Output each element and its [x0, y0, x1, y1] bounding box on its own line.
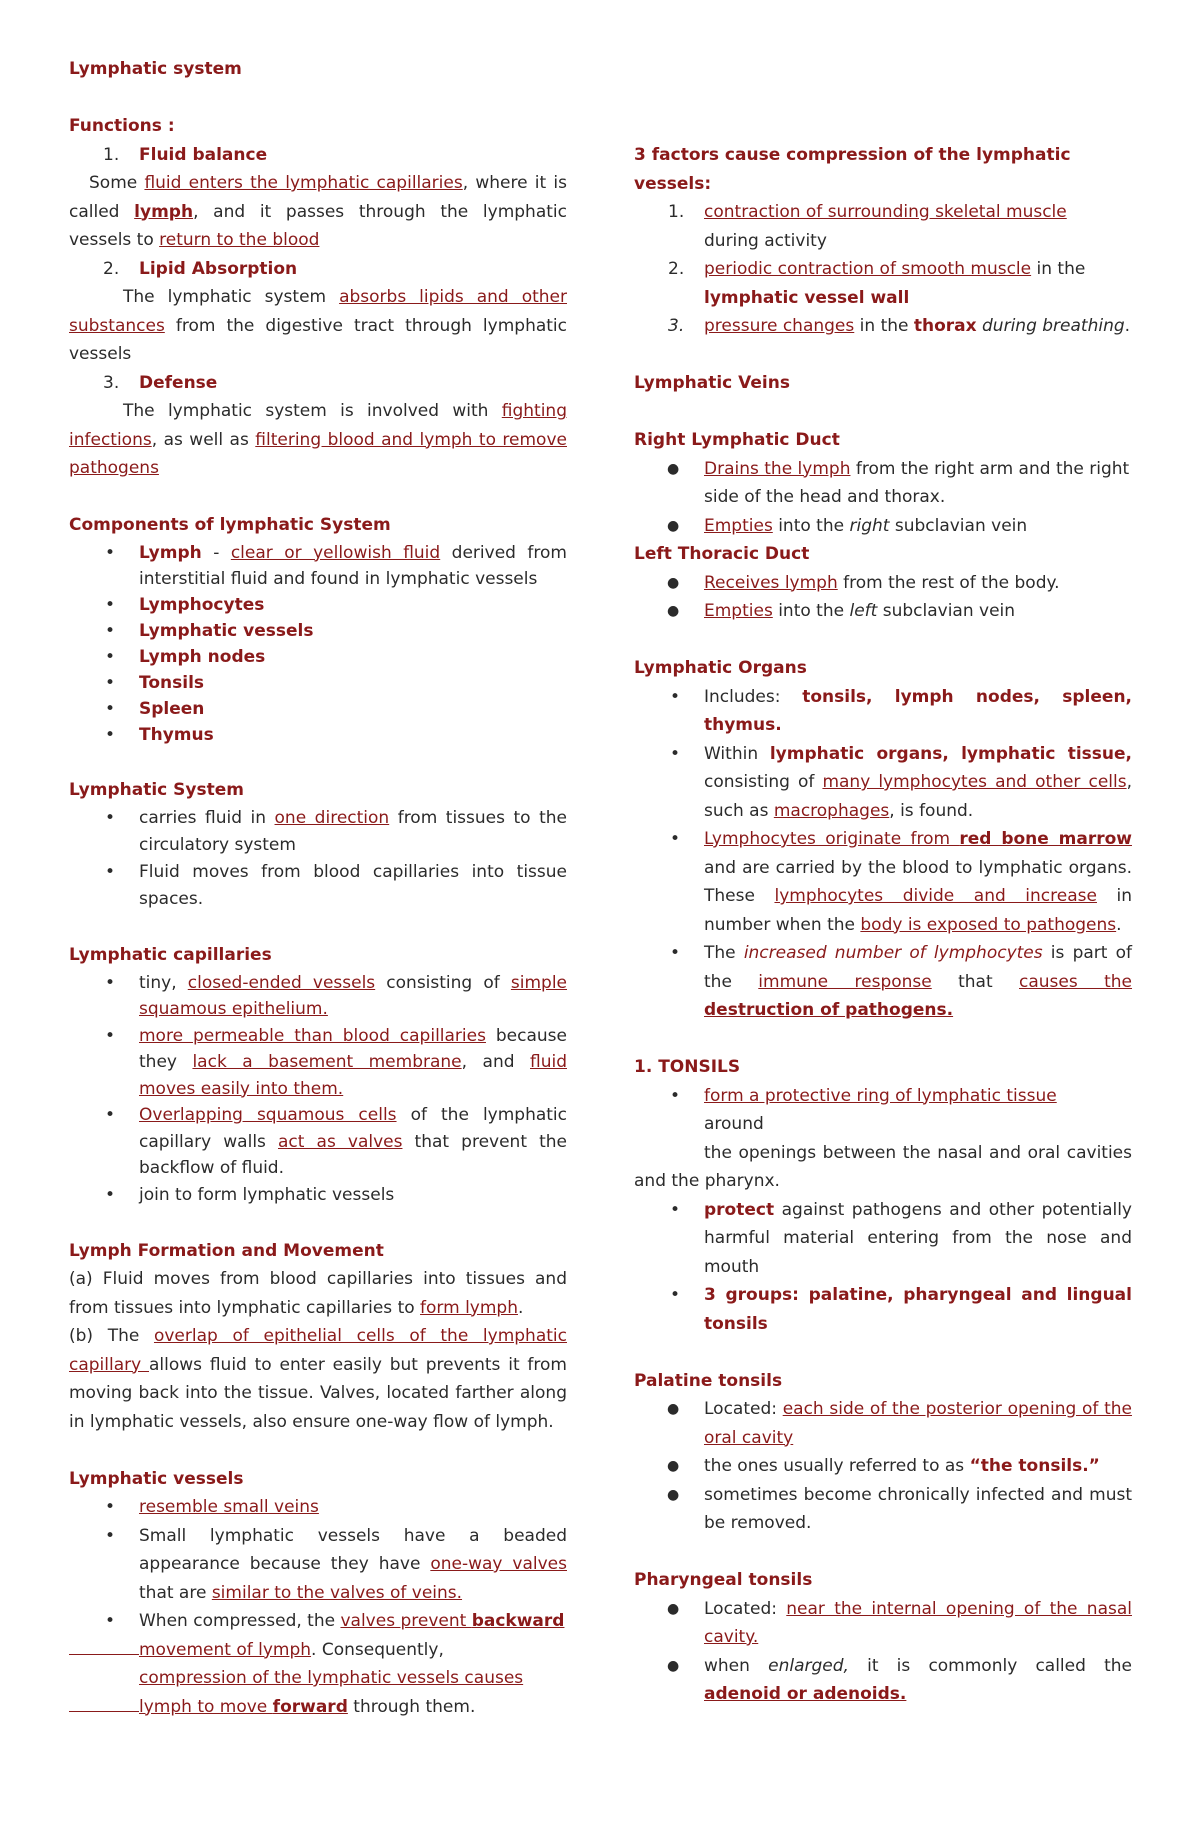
list-item: • Fluid moves from blood capillaries into tissue spaces. [105, 861, 567, 909]
functions-heading: Functions : [69, 116, 175, 136]
section-heading: 3 factors cause compression of the lymphatic vessels: [634, 145, 1071, 194]
list-item: • form a protective ring of lymphatic tissue around [670, 1085, 1057, 1134]
continuation-line: compression of the lymphatic vessels causes [139, 1668, 524, 1688]
continuation-line: movement of lymph. Consequently, [69, 1636, 567, 1665]
list-item: • more permeable than blood capillaries because they lack a basement membrane, and fluid moves easily into them. [105, 1025, 567, 1099]
left-column [69, 55, 567, 1721]
list-item: • Overlapping squamous cells of the lymphatic capillary walls act as valves that prevent the backflow of fluid. [105, 1105, 568, 1178]
function-text: The lymphatic system absorbs lipids and other substances from the digestive tract through lymphatic vessels [69, 287, 567, 364]
list-item: • When compressed, the valves prevent backward [105, 1611, 565, 1631]
function-item: 1. Fluid balance [103, 144, 268, 165]
doc-title: Lymphatic system [69, 59, 242, 79]
function-text: Some fluid enters the lymphatic capillaries, where it is called lymph, and it passes through the lymphatic vessels to return to the blood [69, 173, 567, 250]
section-heading: Right Lymphatic Duct [634, 430, 840, 450]
list-item: • Lymphocytes [105, 594, 265, 615]
section-heading: Lymphatic vessels [69, 1468, 244, 1489]
section-heading: Lymphatic System [69, 780, 244, 800]
function-text: The lymphatic system is involved with fighting infections, as well as filtering blood and lymph to remove pathogens [69, 401, 567, 478]
list-item: • Includes: tonsils, lymph nodes, spleen, thymus. [670, 686, 1132, 735]
list-item: • resemble small veins [105, 1497, 319, 1517]
function-item: 2. Lipid Absorption [103, 258, 298, 279]
list-item: ● Receives lymph from the rest of the body. [667, 572, 1060, 593]
section-heading: 1. TONSILS [634, 1057, 741, 1077]
section-heading: Lymphatic Organs [634, 658, 807, 678]
right-column [634, 141, 1132, 1709]
section-heading: Palatine tonsils [634, 1370, 783, 1391]
paragraph: the openings between the nasal and oral cavities and the pharynx. [634, 1142, 1132, 1191]
list-item: • Lymph - clear or yellowish fluid derived from interstitial fluid and found in lymphatic vessels [105, 542, 567, 589]
list-item: ● Located: near the internal opening of the nasal cavity. [667, 1598, 1132, 1647]
paragraph: (b) The overlap of epithelial cells of the lymphatic capillary allows fluid to enter easily but prevents it from moving back into the tissue. Valves, located farther along in lymphatic vessels, also ensure one-way flow of lymph. [69, 1326, 567, 1432]
section-heading: Lymphatic Veins [634, 373, 790, 393]
list-item: ● Located: each side of the posterior opening of the oral cavity [667, 1399, 1132, 1448]
section-heading: Pharyngeal tonsils [634, 1570, 813, 1590]
numbered-item: 1. contraction of surrounding skeletal muscle during activity [668, 202, 1067, 251]
numbered-item: 3. pressure changes in the thorax during breathing. [668, 316, 1131, 336]
list-item: • 3 groups: palatine, pharyngeal and lingual tonsils [670, 1285, 1132, 1334]
list-item: • carries fluid in one direction from tissues to the circulatory system [105, 807, 567, 855]
list-item: • join to form lymphatic vessels [105, 1184, 395, 1205]
list-item: ● Drains the lymph from the right arm and the right side of the head and thorax. [667, 458, 1130, 507]
list-item: • tiny, closed-ended vessels consisting of simple squamous epithelium. [105, 972, 568, 1019]
paragraph: (a) Fluid moves from blood capillaries into tissues and from tissues into lymphatic capillaries to form lymph. [69, 1269, 567, 1318]
section-heading: Lymphatic capillaries [69, 945, 272, 965]
list-item: • Lymphocytes originate from red bone marrow and are carried by the blood to lymphatic organs. These lymphocytes divide and increase in number when the body is exposed to pathogens. [670, 829, 1133, 935]
function-item: 3. Defense [103, 372, 218, 393]
list-item: ● when enlarged, it is commonly called the adenoid or adenoids. [667, 1655, 1132, 1704]
list-item: • Tonsils [105, 672, 205, 693]
list-item: • Lymphatic vessels [105, 620, 314, 641]
list-item: ● sometimes become chronically infected and must be removed. [667, 1484, 1132, 1533]
list-item: • Lymph nodes [105, 646, 266, 667]
section-heading: Components of lymphatic System [69, 515, 391, 535]
section-heading: Lymph Formation and Movement [69, 1240, 384, 1261]
list-item: ● Empties into the right subclavian vein [667, 515, 1028, 536]
list-item: • Small lymphatic vessels have a beaded appearance because they have one-way valves that are similar to the valves of veins. [105, 1525, 567, 1603]
section-heading: Left Thoracic Duct [634, 544, 810, 564]
list-item: • Within lymphatic organs, lymphatic tissue, consisting of many lymphocytes and other cells, such as macrophages, is found. [670, 743, 1133, 821]
continuation-line: lymph to move forward through them. [69, 1693, 567, 1722]
list-item: • Thymus [105, 724, 214, 745]
list-item: ● Empties into the left subclavian vein [667, 601, 1016, 621]
list-item: • protect against pathogens and other potentially harmful material entering from the nose and mouth [670, 1199, 1132, 1277]
list-item: • The increased number of lymphocytes is part of the immune response that causes the destruction of pathogens. [670, 943, 1133, 1020]
numbered-item: 2. periodic contraction of smooth muscle in the lymphatic vessel wall [668, 259, 1086, 308]
list-item: ● the ones usually referred to as “the tonsils.” [667, 1456, 1100, 1476]
list-item: • Spleen [105, 698, 205, 719]
